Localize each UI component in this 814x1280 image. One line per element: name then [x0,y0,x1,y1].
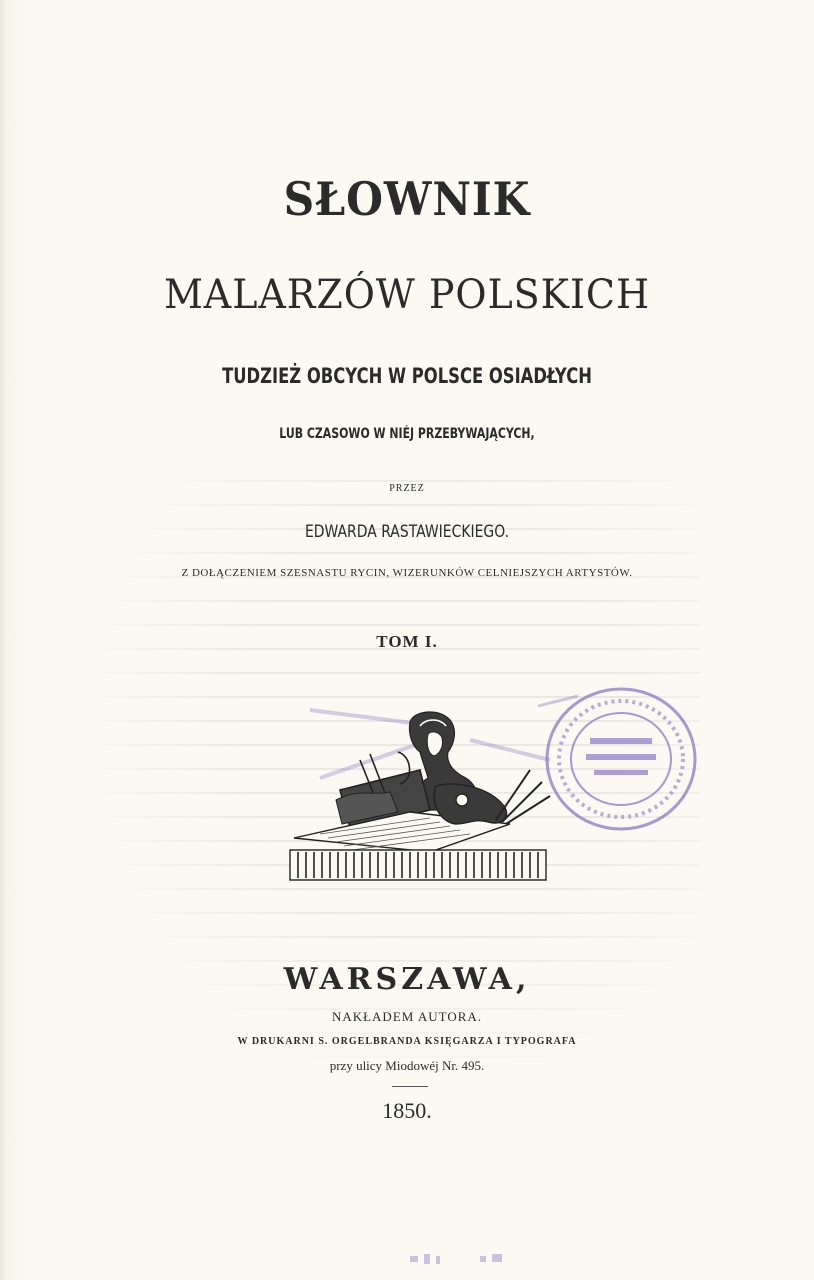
illustrations-note: Z DOŁĄCZENIEM SZESNASTU RYCIN, WIZERUNKÓW CELNIEJSZYCH ARTYSTÓW. [181,567,633,579]
imprint-address: przy ulicy Miodowéj Nr. 495. [329,1058,485,1073]
imprint-publisher: NAKŁADEM AUTORA. [331,1009,483,1024]
author-name: EDWARDA RASTAWIECKIEGO. [304,522,510,542]
title-line-2: MALARZÓW POLSKICH [163,272,651,318]
divider-rule [392,1086,428,1087]
volume-label: TOM I. [376,632,438,651]
by-label: PRZEZ [389,483,425,494]
imprint-year: 1850. [382,1098,432,1123]
ink-smudge-icon [400,1250,520,1270]
artist-vignette-icon [280,700,570,890]
subtitle-line-2: LUB CZASOWO W NIÉJ PRZEBYWAJĄCYCH, [279,426,535,442]
imprint-printer: W DRUKARNI S. ORGELBRANDA KSIĘGARZA I TYPOGRAFA [237,1036,577,1047]
subtitle-line-1: TUDZIEŻ OBCYCH W POLSCE OSIADŁYCH [222,364,592,388]
title-line-1: SŁOWNIK [283,172,531,226]
imprint-city: WARSZAWA, [283,962,531,997]
